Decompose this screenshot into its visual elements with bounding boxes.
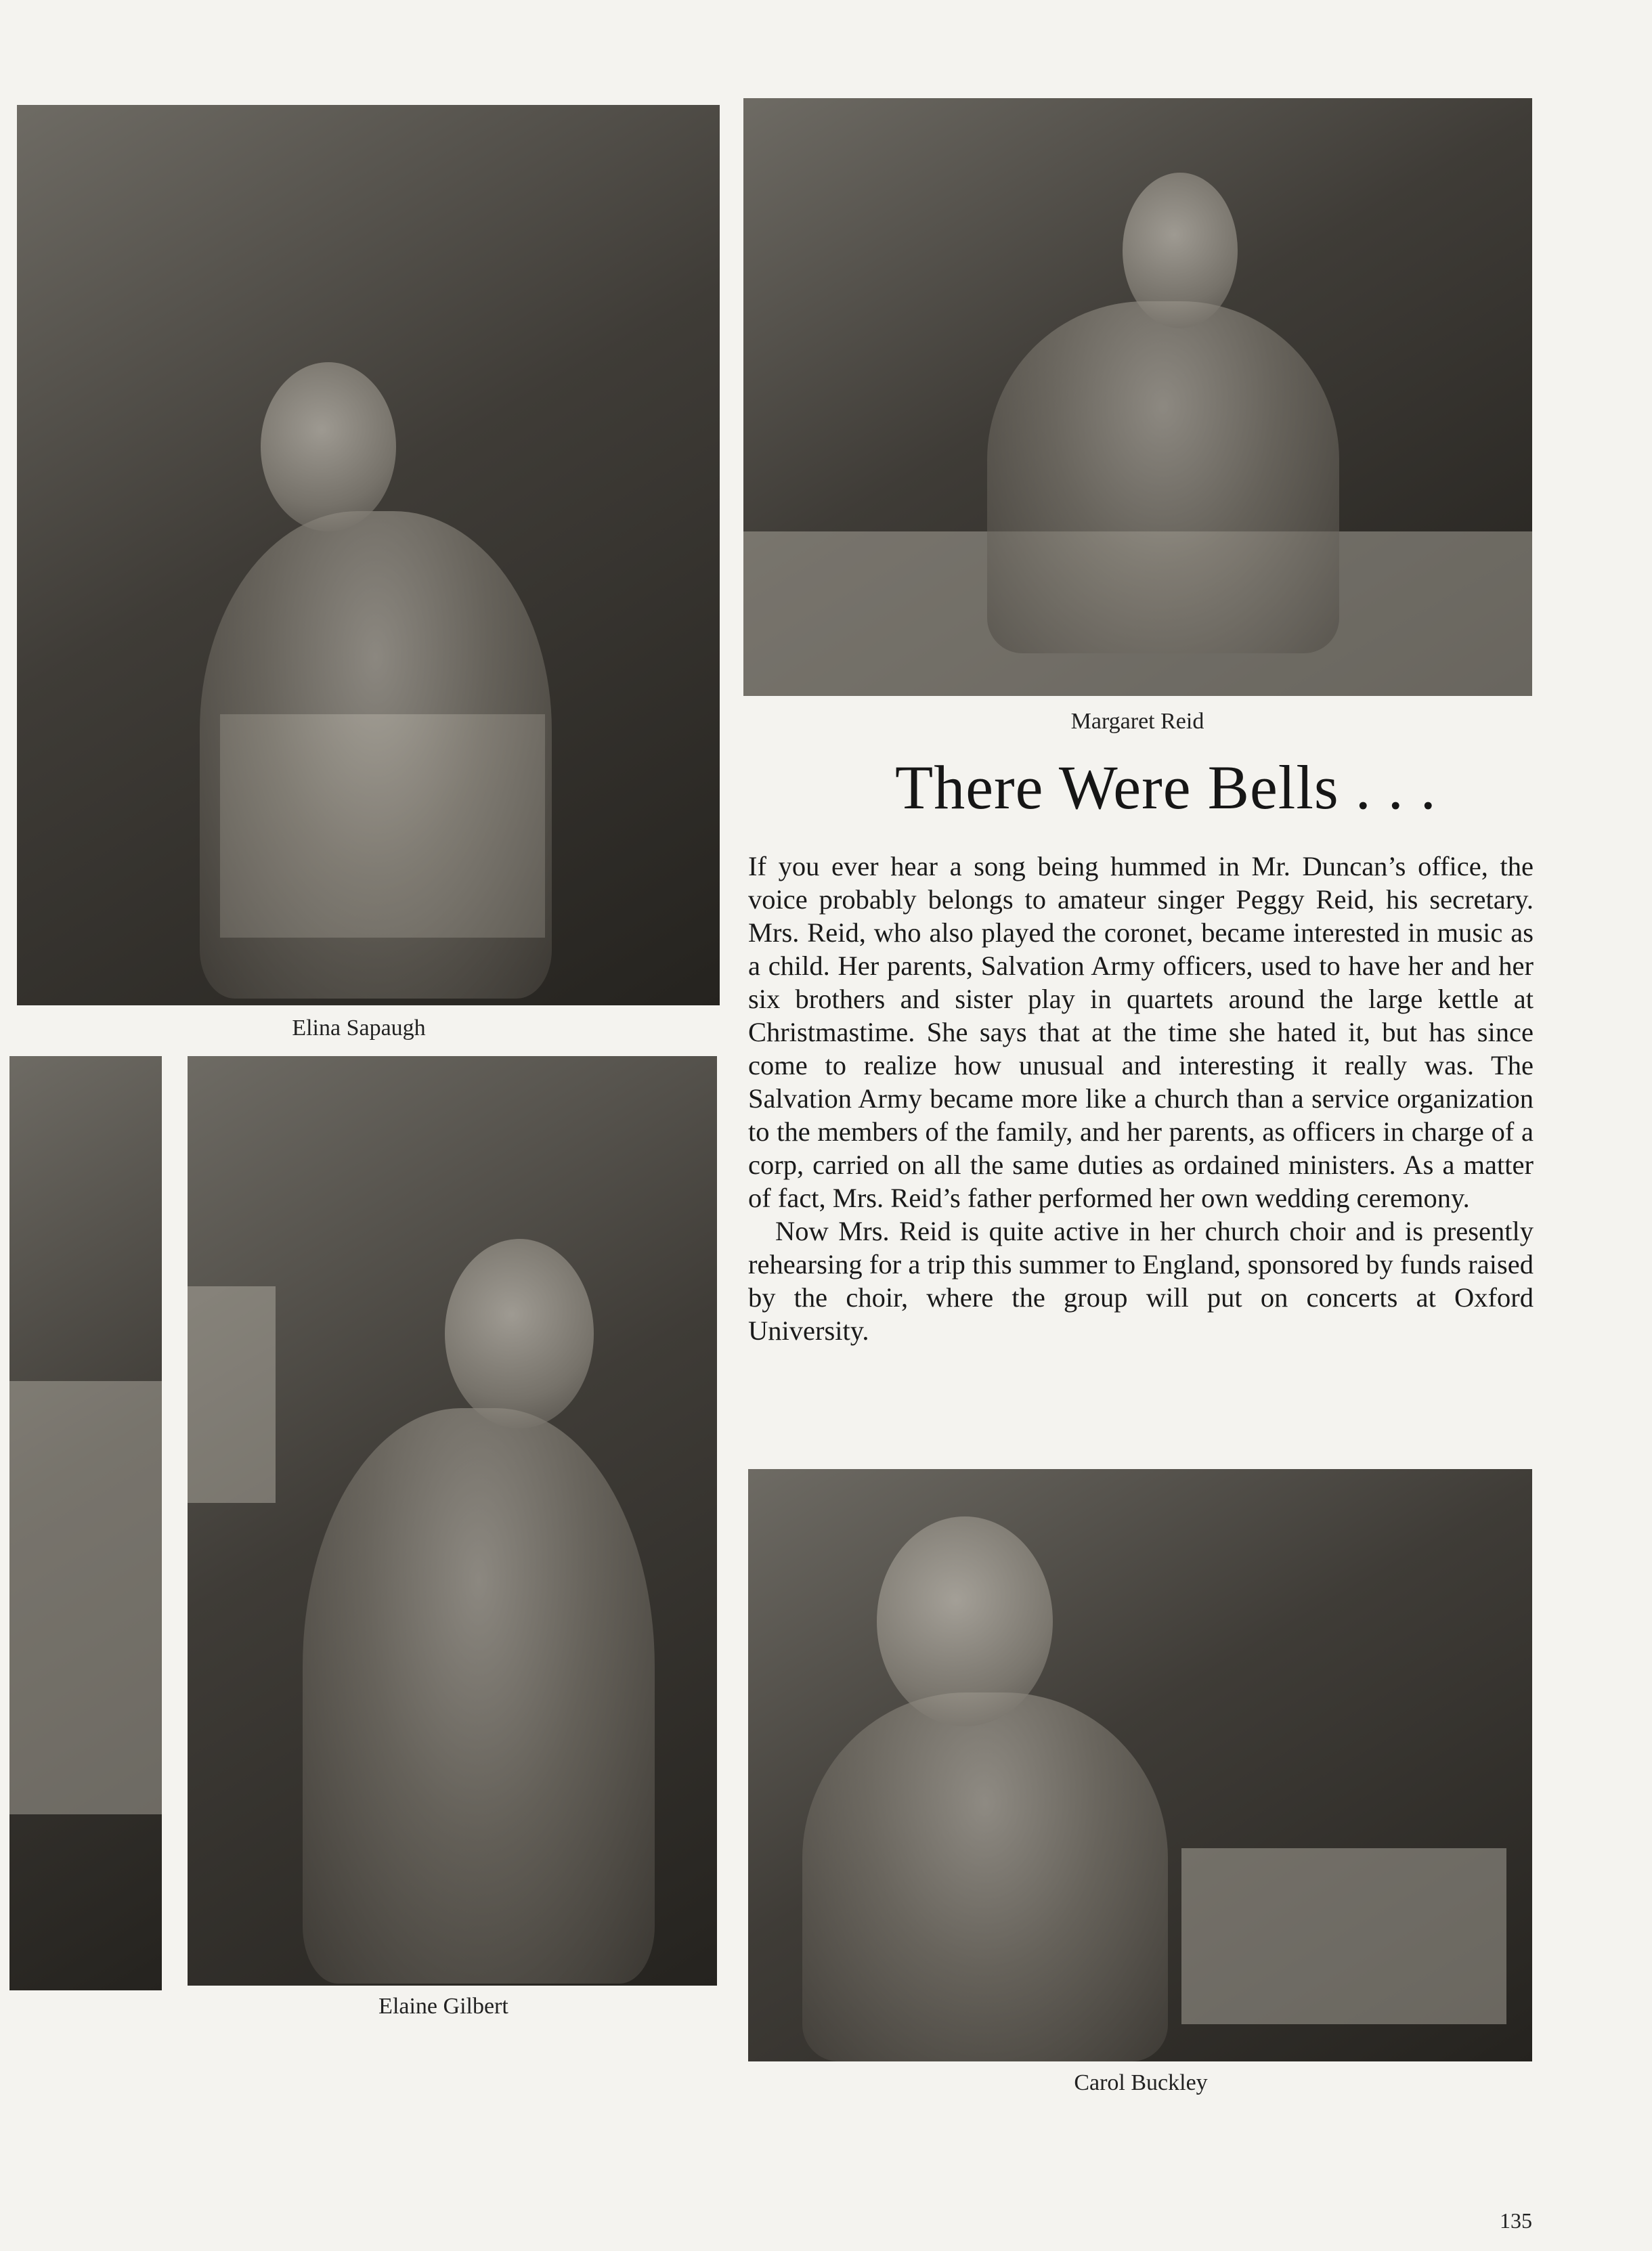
caption-elina-sapaugh: Elina Sapaugh: [292, 1015, 426, 1041]
caption-carol-buckley: Carol Buckley: [1074, 2070, 1208, 2095]
article-paragraph-1: If you ever hear a song being hummed in Mr. Duncan’s office, the voice probably belongs to amateur singer Peggy Reid, his secretary. Mrs. Reid, who also played the coronet, became interested in music as a child. Her parents, Salvation Army officers, used to have her and her six brothers and sister play in quartets around the large kettle at Christmastime. She says that at the time she hated it, but has since come to realize how unusual and interesting it really was. The Salvation Army became more like a church than a service organization to the members of the family, and her parents, as officers in charge of a corp, carried on all the same duties as ordained ministers. As a matter of fact, Mrs. Reid’s father performed her own wedding ceremony.: [748, 851, 1534, 1213]
person-figure: [802, 1692, 1168, 2061]
photo-elaine-gilbert: [188, 1056, 717, 1986]
photo-margaret-reid: [743, 98, 1532, 696]
photo-switchboard-strip: [9, 1056, 162, 1990]
article-title: There Were Bells . . .: [895, 753, 1437, 822]
person-figure: [200, 511, 552, 999]
photo-carol-buckley: [748, 1469, 1532, 2061]
caption-margaret-reid: Margaret Reid: [1070, 709, 1204, 734]
person-head: [877, 1516, 1053, 1726]
article-paragraph-2: Now Mrs. Reid is quite active in her church choir and is presently rehearsing for a trip this summer to England, sponsored by funds raised by the choir, where the group will put on concerts at Oxford University.: [748, 1216, 1534, 1346]
switchboard: [9, 1381, 162, 1814]
caption-elaine-gilbert: Elaine Gilbert: [378, 1994, 508, 2019]
article-body: [748, 850, 1534, 1347]
person-figure: [987, 301, 1339, 653]
person-head: [1123, 173, 1238, 328]
page-number: 135: [1500, 2208, 1532, 2233]
computer-monitor: [188, 1286, 276, 1503]
person-head: [445, 1239, 594, 1428]
person-head: [261, 362, 396, 531]
person-figure: [303, 1408, 655, 1984]
photo-elina-sapaugh: [17, 105, 720, 1005]
typewriter: [1181, 1848, 1506, 2024]
